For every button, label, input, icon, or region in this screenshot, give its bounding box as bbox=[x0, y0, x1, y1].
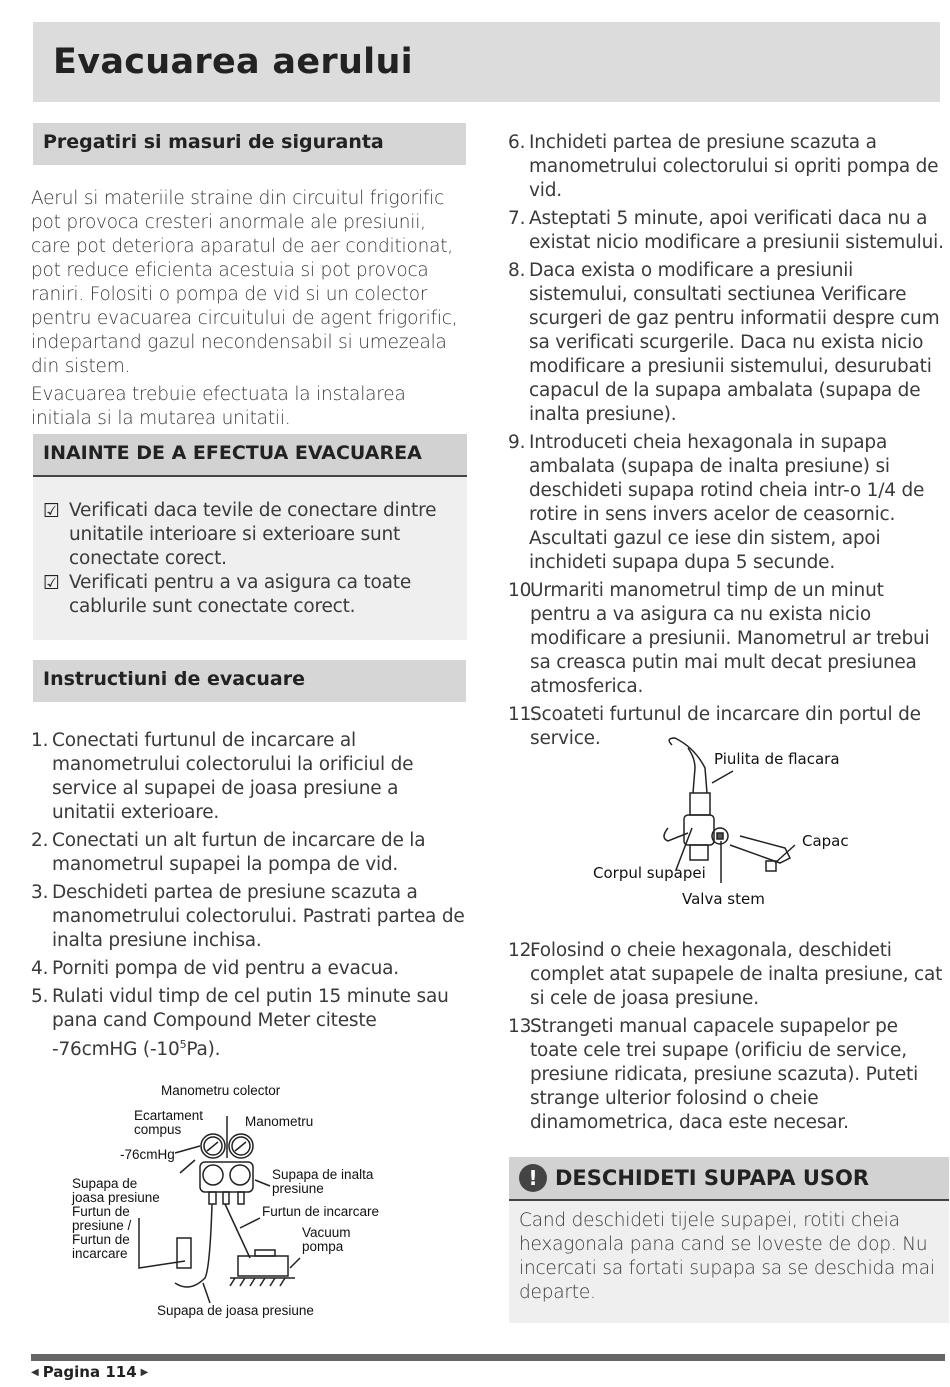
page-footer bbox=[31, 1363, 148, 1381]
step-text: Conectati un alt furtun de incarcare de la manometrul supapei la pompa de vid. bbox=[52, 830, 426, 875]
step-number: 10. bbox=[508, 580, 537, 601]
checklist-text: Verificati pentru a va asigura ca toate cablurile sunt conectate corect. bbox=[69, 572, 412, 617]
step-item bbox=[508, 207, 944, 255]
prep-section bbox=[33, 123, 466, 165]
label-low-valve-bottom: Supapa de joasa presiune bbox=[157, 1303, 314, 1318]
step-number: 11. bbox=[508, 704, 537, 725]
service-valve-diagram bbox=[580, 733, 860, 923]
next-page-icon[interactable]: ▶ bbox=[140, 1366, 149, 1378]
step-text-part: Rulati vidul timp de cel putin 15 minute sau pana cand Compound Meter citeste -76cmHG (-10 bbox=[52, 986, 449, 1061]
title-bar bbox=[33, 22, 940, 102]
step-item bbox=[31, 829, 467, 877]
warning-heading bbox=[509, 1157, 949, 1201]
step-number: 4. bbox=[31, 958, 49, 979]
prep-paragraph: Aerul si materiile straine din circuitul frigorific pot provoca cresteri anormale ale presiunii, care pot deteriora aparatul de aer conditionat, pot reduce eficienta acestuia si pot provoca raniri. Folositi o pompa de vid si un colector pentru evacuarea circuitului de agent frigorific, indepartand gazul necondensabil si umezeala din sistem. bbox=[31, 188, 458, 377]
checklist-item bbox=[43, 571, 459, 619]
steps-left bbox=[31, 729, 467, 1066]
step-text: Urmariti manometrul timp de un minut pentru a va asigura ca nu exista nicio modificare a presiunii. Manometrul ar trebui sa creasca putin mai mult decat presiunea atmosferica. bbox=[530, 580, 930, 697]
step-text-part: Pa). bbox=[186, 1039, 221, 1061]
step-item bbox=[31, 985, 467, 1062]
label-vacuum-reading: -76cmHg bbox=[120, 1147, 175, 1162]
step-text: Daca exista o modificare a presiunii sistemului, consultati sectiunea Verificare scurgeri de gaz pentru informatii despre cum sa verificati scurgerile. Daca nu exista nicio modificare a presiunii sistemului, desurubati capacul de la supapa ambalata (supapa de inalta presiune). bbox=[529, 260, 940, 425]
label-valve-stem: Valva stem bbox=[682, 890, 765, 908]
step-item bbox=[508, 1015, 944, 1135]
step-item bbox=[508, 939, 944, 1011]
step-number: 9. bbox=[508, 432, 526, 453]
step-number: 12. bbox=[508, 940, 537, 961]
step-text: Scoateti furtunul de incarcare din portul de service. bbox=[530, 704, 921, 749]
previous-page-icon[interactable]: ◀ bbox=[31, 1366, 39, 1378]
step-item bbox=[31, 729, 467, 825]
label-compound-gauge: Ecartament compus bbox=[134, 1108, 204, 1137]
steps-right-2 bbox=[508, 939, 944, 1139]
manifold-gauge-diagram bbox=[60, 1078, 400, 1328]
label-cap: Capac bbox=[802, 832, 849, 850]
label-vacuum-pump: Vacuum pompa bbox=[302, 1225, 351, 1254]
label-pressure-hose: Furtun de presiune / Furtun de incarcare bbox=[72, 1204, 132, 1261]
step-number: 7. bbox=[508, 208, 526, 229]
label-flare-nut: Piulita de flacara bbox=[714, 750, 840, 768]
label-high-valve: Supapa de inalta presiune bbox=[272, 1167, 374, 1196]
checklist-item bbox=[43, 499, 459, 571]
step-text: Folosind o cheie hexagonala, deschideti complet atat supapele de inalta presiune, cat si cele de joasa presiune. bbox=[530, 940, 943, 1009]
footer-divider bbox=[31, 1354, 945, 1361]
prep-text bbox=[31, 187, 467, 435]
before-heading: INAINTE DE A EFECTUA EVACUAREA bbox=[33, 434, 467, 477]
step-text: Deschideti partea de presiune scazuta a manometrului colectorului. Pastrati partea de inalta presiune inchisa. bbox=[52, 882, 465, 951]
label-gauge: Manometru bbox=[245, 1114, 314, 1129]
step-text bbox=[52, 985, 467, 1062]
step-number: 3. bbox=[31, 882, 49, 903]
instructions-section bbox=[33, 660, 466, 702]
step-number: 5. bbox=[31, 986, 49, 1007]
label-valve-body: Corpul supapei bbox=[593, 864, 706, 882]
step-item bbox=[508, 259, 944, 427]
superscript: 5 bbox=[179, 1038, 187, 1051]
label-low-valve: Supapa de joasa presiune bbox=[72, 1176, 160, 1205]
step-item bbox=[31, 957, 467, 981]
label-manifold-gauge: Manometru colector bbox=[161, 1083, 281, 1098]
step-item bbox=[508, 579, 944, 699]
step-text: Strangeti manual capacele supapelor pe toate cele trei supape (orificiu de service, presiune ridicata, presiune scazuta). Puteti strange ulterior folosind o cheie dinamometrica, daca este necesar. bbox=[530, 1016, 919, 1133]
checklist-text: Verificati daca tevile de conectare dintre unitatile interioare si exterioare sunt conectate corect. bbox=[69, 500, 437, 569]
warning-text: Cand deschideti tijele supapei, rotiti cheia hexagonala pana cand se loveste de dop. Nu incercati sa fortati supapa sa se deschida mai departe. bbox=[519, 1210, 935, 1303]
prep-heading: Pregatiri si masuri de siguranta bbox=[33, 123, 466, 165]
step-text: Inchideti partea de presiune scazuta a manometrului colectorului si opriti pompa de vid. bbox=[529, 132, 939, 201]
exclamation-icon: ! bbox=[519, 1164, 547, 1192]
page-number: Pagina 114 bbox=[42, 1363, 137, 1381]
step-number: 2. bbox=[31, 830, 49, 851]
step-text: Asteptati 5 minute, apoi verificati daca nu a existat nicio modificare a presiunii sistemului. bbox=[529, 208, 944, 253]
step-text: Introduceti cheia hexagonala in supapa ambalata (supapa de inalta presiune) si deschideti supapa rotind cheia intr-o 1/4 de rotire in sens invers acelor de ceasornic. Ascultati gazul ce iese din sistem, apoi inchideti supapa dupa 5 secunde. bbox=[529, 432, 925, 573]
step-item bbox=[508, 431, 944, 575]
instructions-heading: Instructiuni de evacuare bbox=[33, 660, 466, 702]
warning-box bbox=[509, 1157, 949, 1323]
page-title: Evacuarea aerului bbox=[53, 42, 413, 82]
step-number: 1. bbox=[31, 730, 49, 751]
step-text: Porniti pompa de vid pentru a evacua. bbox=[52, 958, 399, 979]
before-evacuation-box bbox=[33, 434, 467, 640]
label-charge-hose: Furtun de incarcare bbox=[262, 1204, 380, 1219]
step-number: 8. bbox=[508, 260, 526, 281]
checkbox-checked-icon: ☑ bbox=[43, 572, 60, 594]
step-number: 6. bbox=[508, 132, 526, 153]
warning-title: DESCHIDETI SUPAPA USOR bbox=[555, 1166, 870, 1190]
step-text: Conectati furtunul de incarcare al manometrului colectorului la orificiul de service al supapei de joasa presiune a unitatii exterioare. bbox=[52, 730, 414, 823]
prep-paragraph: Evacuarea trebuie efectuata la instalarea initiala si la mutarea unitatii. bbox=[31, 384, 406, 429]
step-item bbox=[31, 881, 467, 953]
step-number: 13. bbox=[508, 1016, 537, 1037]
step-item bbox=[508, 131, 944, 203]
checkbox-checked-icon: ☑ bbox=[43, 500, 60, 522]
steps-right bbox=[508, 131, 944, 755]
